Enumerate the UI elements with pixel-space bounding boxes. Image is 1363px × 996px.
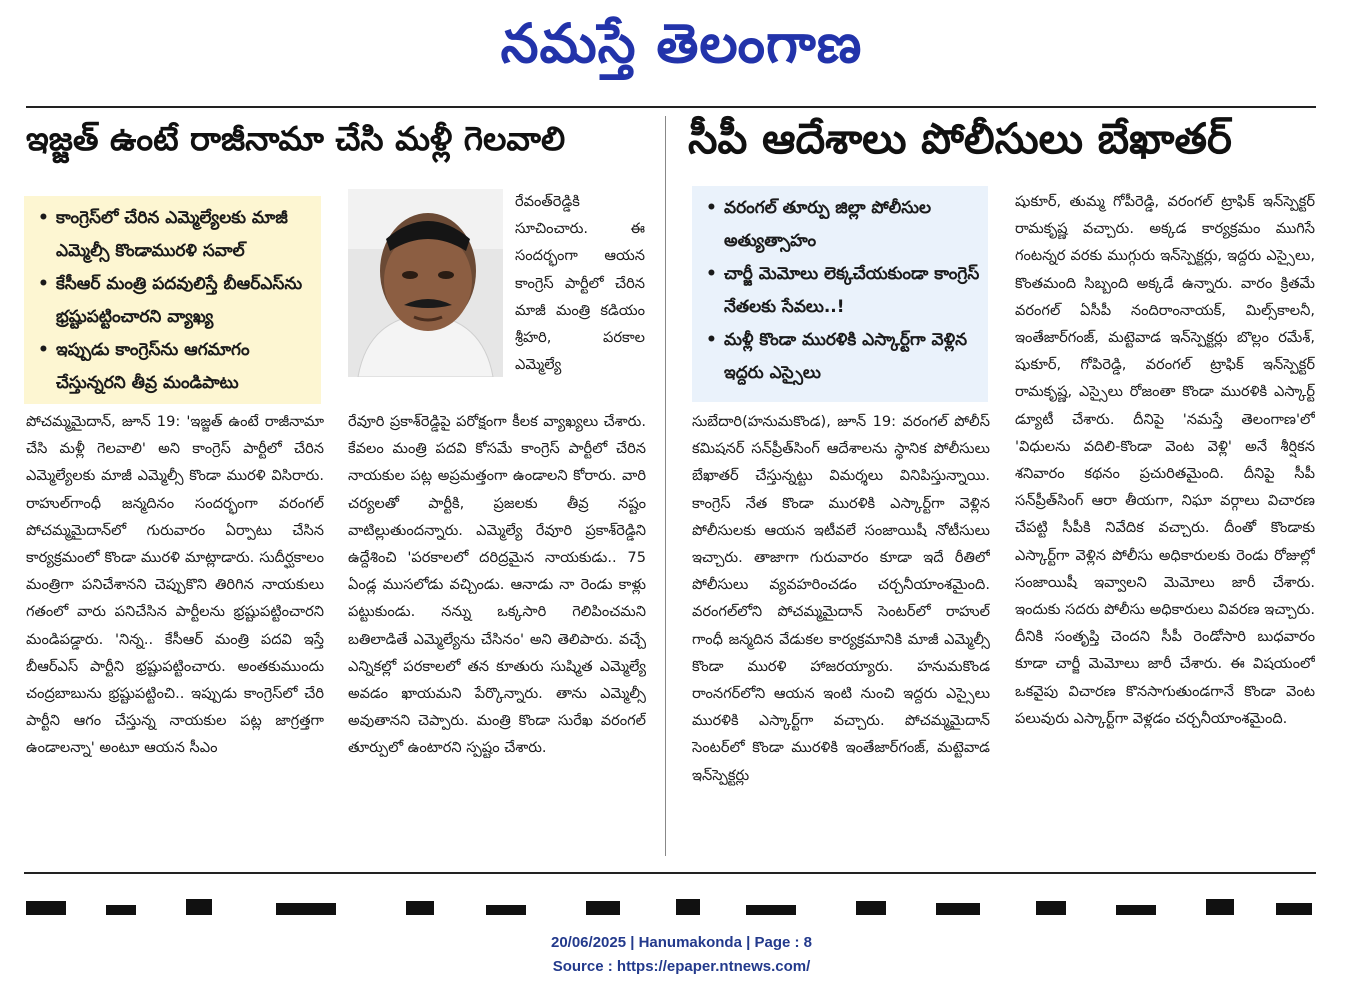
right-story-text-2: షుకూర్, తుమ్మ గోపీరెడ్డి, వరంగల్ ట్రాఫిక్ ఇన్‌స్పెక్టర్ రామకృష్ణ వచ్చారు. అక్కడ కార్యక్రమం ముగిసే గంటన్నర వరకు ముగ్గురు ఇన్‌స్పెక్టర్లు, ఇద్దరు ఎస్సైలు, కొంతమంది సిబ్బంది అక్కడే ఉన్నారు. వారం క్రితమే వరంగల్ ఏసీపీ నందిరాంనాయక్, మిల్స్‌కాలనీ, ఇంతేజార్‌గంజ్, మట్టెవాడ ఇన్‌స్పెక్టర్లు బొల్లం రమేశ్, షుకూర్, గోపిరెడ్డి, వరంగల్ ట్రాఫిక్ ఇన్‌స్పెక్టర్ రామకృష్ణ, ఎస్సైలు రోజంతా కొండా మురళికి ఎస్కార్ట్ డ్యూటీ చేశారు. దీనిపై 'నమస్తే తెలంగాణ'లో 'విధులను వదిలి-కొండా వెంట వెళ్లి' అనే శీర్షికన శనివారం కథనం ప్రచురితమైంది. దీనిపై సీపీ సన్‌ప్రీత్‌సింగ్ ఆరా తీయగా, నిఘా వర్గాలు విచారణ చేపట్టి సీపీకి నివేదిక వచ్చారు. దీంతో కొండాకు ఎస్కార్ట్‌గా వెళ్లిన పోలీసు అధికారులకు రెండు రోజుల్లో సంజాయిషీ ఇవ్వాలని మెమోలు జారీ చేశారు. ఇందుకు సదరు పోలీసు అధికారులు వివరణ ఇచ్చారు. దీనికి సంతృప్తి చెందని సీపీ రెండోసారి బుధవారం కూడా చార్జీ మెమోలు జారీ చేశారు. ఈ విషయంలో ఒకవైపు విచారణ కొనసాగుతుండగానే కొండా వెంట పలువురు ఎస్కార్ట్‌గా వెళ్లడం చర్చనీయాంశమైంది.	[1015, 193, 1315, 727]
left-highlight-3: • ఇప్పుడు కాంగ్రెస్‌ను ఆగమాగం చేస్తున్నరని తీవ్ర మండిపాటు	[32, 334, 313, 400]
right-story-column-1	[692, 408, 990, 860]
right-highlights-box	[692, 186, 988, 402]
column-divider	[665, 116, 666, 856]
footer-source: Source : https://epaper.ntnews.com/	[552, 958, 811, 975]
top-rule	[26, 106, 1316, 108]
right-highlight-3: • మళ్లీ కొండా మురళికి ఎస్కార్ట్‌గా వెళ్లిన ఇద్దరు ఎస్సైలు	[700, 324, 980, 390]
left-story-text-2: రేవూరి ప్రకాశ్‌రెడ్డిపై పరోక్షంగా కీలక వ్యాఖ్యలు చేశారు. కేవలం మంత్రి పదవి కోసమే కాంగ్రెస్ పార్టీలో చేరిన నాయకుల పట్ల అప్రమత్తంగా ఉండాలని కోరారు. వారి చర్యలతో పార్టీకి, ప్రజలకు తీవ్ర నష్టం వాటిల్లుతుందన్నారు. ఎమ్మెల్యే రేవూరి ప్రకాశ్‌రెడ్డిని ఉద్దేశించి 'పరకాలలో దరిద్రమైన నాయకుడు.. 75 ఏండ్ల ముసలోడు వచ్చిండు. ఆనాడు నా రెండు కాళ్లు పట్టుకుండు. నన్ను ఒక్కసారి గెలిపించమని బతిలాడితే ఎమ్మెల్యేను చేసినం' అని తెలిపారు. వచ్చే ఎన్నికల్లో పరకాలలో తన కూతురు సుష్మిత ఎమ్మెల్యే అవడం ఖాయమని పేర్కొన్నారు. తాను ఎమ్మెల్సీ అవుతానని చెప్పారు. మంత్రి కొండా సురేఖ వరంగల్ తూర్పులో ఉంటారని స్పష్టం చేశారు.	[348, 413, 646, 757]
bottom-rule	[24, 872, 1316, 874]
left-headline: ఇజ్జత్ ఉంటే రాజీనామా చేసి మళ్లీ గెలవాలి	[26, 119, 566, 158]
next-headline-cutoff	[26, 895, 1316, 915]
right-story-column-2	[1015, 188, 1315, 860]
left-story-column-1	[26, 408, 324, 860]
portrait-image	[348, 189, 503, 377]
cutoff-glyphs	[26, 895, 1316, 915]
left-highlights-box	[24, 196, 321, 404]
kondamurali-photo	[348, 189, 503, 377]
left-highlight-1: • కాంగ్రెస్‌లో చేరిన ఎమ్మెల్యేలకు మాజీ ఎమ్మెల్సీ కొండామురళి సవాల్	[32, 202, 313, 268]
left-story-column-2-top	[515, 188, 645, 404]
right-story-text-1: సుబేదారి(హనుమకొండ), జూన్ 19: వరంగల్ పోలీస్ కమిషనర్ సన్‌ప్రీత్‌సింగ్ ఆదేశాలను స్థానిక పోలీసులు బేఖాతర్ చేస్తున్నట్టు విమర్శలు వినిపిస్తున్నాయి. కాంగ్రెస్ నేత కొండా మురళికి ఎస్కార్ట్‌గా వెళ్లిన పోలీసులకు ఆయన ఇటీవలే సంజాయిషీ నోటీసులు ఇచ్చారు. తాజాగా గురువారం కూడా ఇదే రీతిలో పోలీసులు వ్యవహరించడం చర్చనీయాంశమైంది. వరంగల్‌లోని పోచమ్మమైదాన్ సెంటర్‌లో రాహుల్ గాంధీ జన్మదిన వేడుకల కార్యక్రమానికి మాజీ ఎమ్మెల్సీ కొండా మురళి హాజరయ్యారు. హనుమకొండ రాంనగర్‌లోని ఆయన ఇంటి నుంచి ఇద్దరు ఎస్సైలు మురళికి ఎస్కార్ట్‌గా వచ్చారు. పోచమ్మమైదాన్ సెంటర్‌లో కొండా మురళికి ఇంతేజార్‌గంజ్, మట్టెవాడ ఇన్‌స్పెక్టర్లు	[692, 413, 990, 784]
right-highlight-1: • వరంగల్ తూర్పు జిల్లా పోలీసుల అత్యుత్సాహం	[700, 192, 980, 258]
right-headline: సీపీ ఆదేశాలు పోలీసులు బేఖాతర్	[688, 114, 1232, 163]
left-highlight-2: • కేసీఆర్ మంత్రి పదవులిస్తే బీఆర్‌ఎస్‌ను భ్రష్టుపట్టించారని వ్యాఖ్య	[32, 268, 313, 334]
left-story-text-2-top: రేవంత్‌రెడ్డికి సూచించారు. ఈ సందర్భంగా ఆయన కాంగ్రెస్ పార్టీలో చేరిన మాజీ మంత్రి కడియం శ్రీహరి, పరకాల ఎమ్మెల్యే	[515, 193, 645, 374]
right-highlight-2: • చార్జీ మెమోలు లెక్కచేయకుండా కాంగ్రెస్ నేతలకు సేవలు..!	[700, 258, 980, 324]
left-story-text-1: పోచమ్మమైదాన్, జూన్ 19: 'ఇజ్జత్ ఉంటే రాజీనామా చేసి మళ్లీ గెలవాలి' అని కాంగ్రెస్ పార్టీలో చేరిన ఎమ్మెల్యేలకు మాజీ ఎమ్మెల్సీ కొండా మురళి విసిరారు. రాహుల్‌గాంధీ జన్మదినం సందర్భంగా వరంగల్ పోచమ్మమైదాన్‌లో గురువారం ఏర్పాటు చేసిన కార్యక్రమంలో కొండా మురళి మాట్లాడారు. సుదీర్ఘకాలం మంత్రిగా పనిచేశానని చెప్పుకొని తిరిగిన నాయకులు గతంలో వారు పనిచేసిన పార్టీలను భ్రష్టుపట్టించారని మండిపడ్డారు. 'నిన్న.. కేసీఆర్ మంత్రి పదవి ఇస్తే బీఆర్‌ఎస్ పార్టీని భ్రష్టుపట్టించారు. అంతకుముందు చంద్రబాబును భ్రష్టుపట్టించి.. ఇప్పుడు కాంగ్రెస్‌లో చేరి పార్టీని ఆగం చేస్తున్న నాయకుల పట్ల జాగ్రత్తగా ఉండాలన్నా' అంటూ ఆయన సీఎం	[26, 413, 324, 757]
left-story-column-2	[348, 408, 646, 860]
masthead: నమస్తే తెలంగాణ	[500, 11, 863, 75]
footer-date-edition: 20/06/2025 | Hanumakonda | Page : 8	[550, 934, 812, 951]
